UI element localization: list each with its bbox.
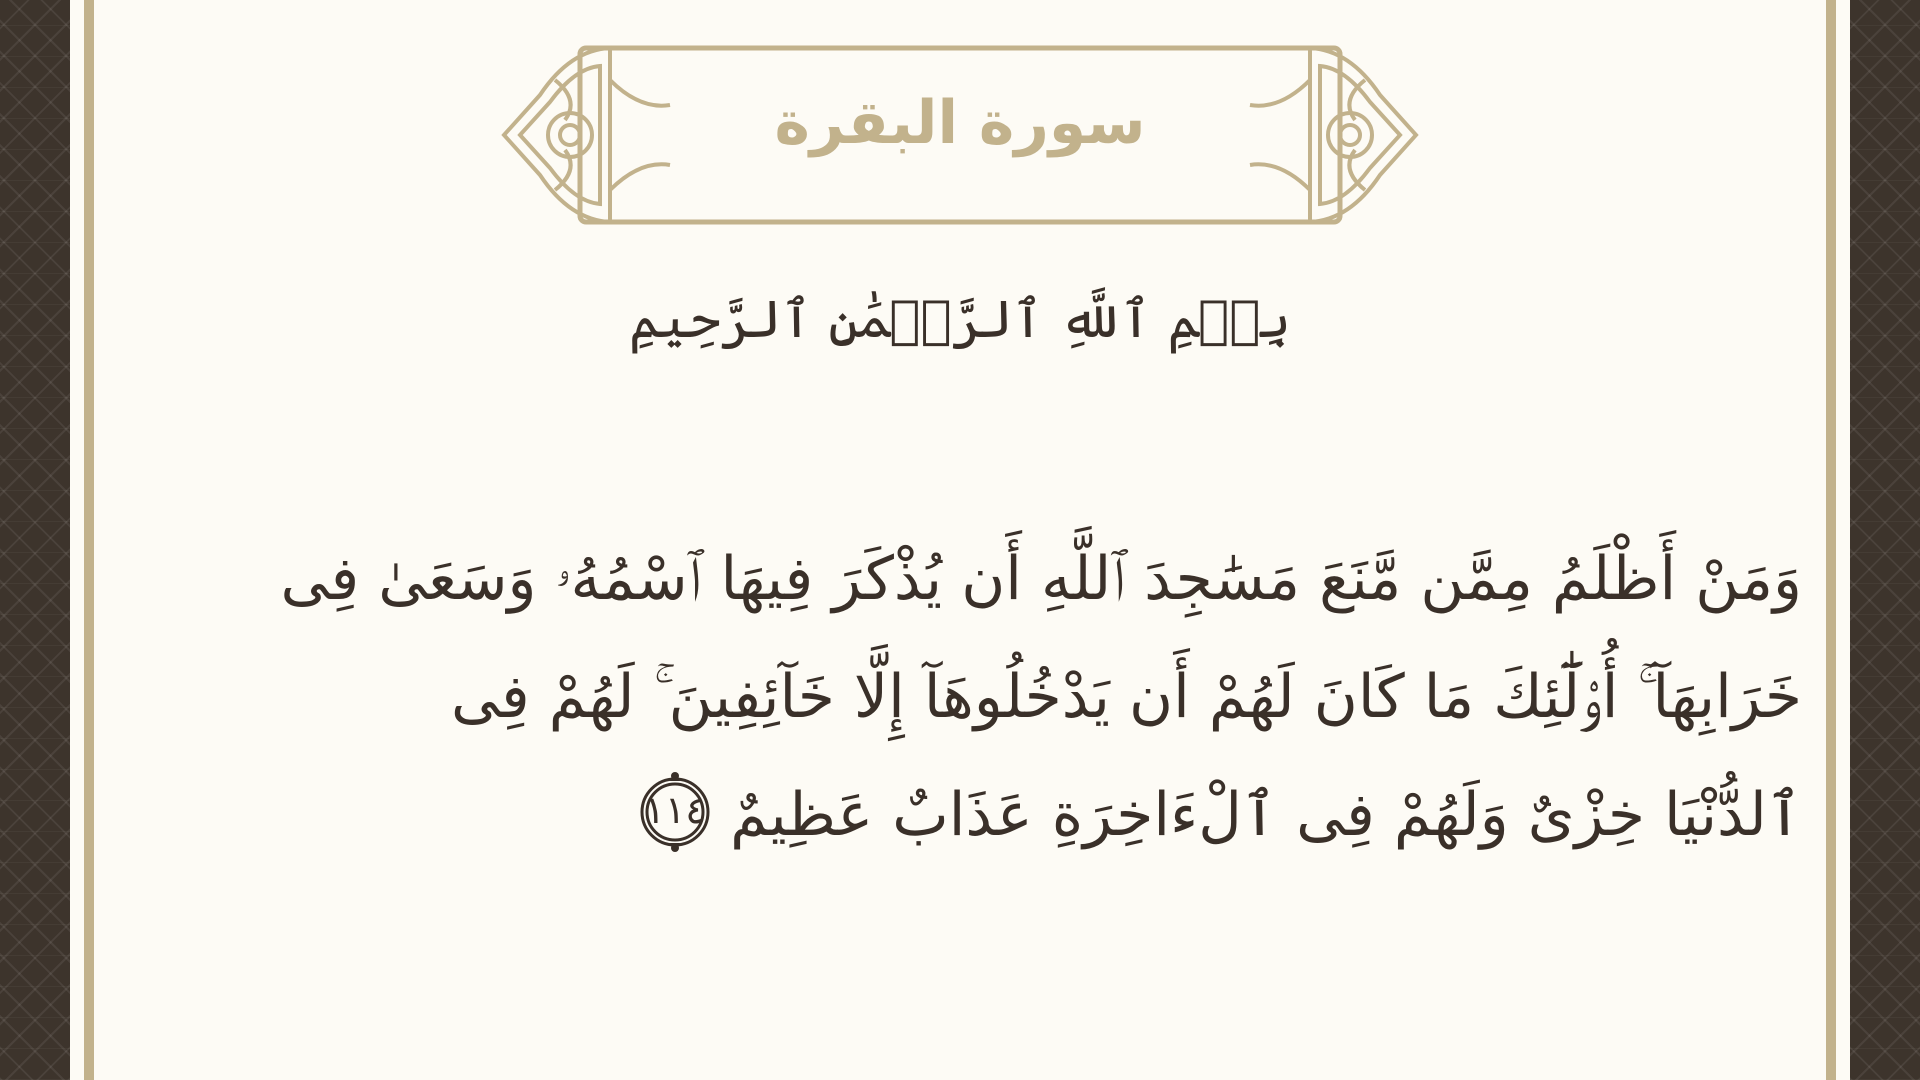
ayah-end-marker: [634, 771, 716, 853]
surah-title-cartouche: [500, 40, 1420, 230]
ayah-number: ١١٤: [644, 788, 706, 833]
left-ornamental-border: [0, 0, 70, 1080]
left-gold-rule: [84, 0, 94, 1080]
right-ornamental-border: [1850, 0, 1920, 1080]
verse-line-text: ٱلدُّنْيَا خِزْىٌ وَلَهُمْ فِى ٱلْءَاخِرَةِ عَذَابٌ عَظِيمٌ: [730, 780, 1802, 850]
verse-text: [280, 520, 1802, 874]
surah-title: سورة البقرة: [774, 88, 1146, 158]
verse-line-last: [290, 756, 1802, 874]
basmala: بِسۡمِ ٱللَّهِ ٱلرَّحۡمَٰنِ ٱلرَّحِيمِ: [629, 290, 1291, 350]
right-gold-rule: [1826, 0, 1836, 1080]
verse-line: خَرَابِهَآ ۚ أُو۟لَٰٓئِكَ مَا كَانَ لَهُمْ أَن يَدْخُلُوهَآ إِلَّا خَآئِفِينَ ۚ لَهُمْ فِى: [450, 662, 1802, 732]
verse-line: وَمَنْ أَظْلَمُ مِمَّن مَّنَعَ مَسَٰجِدَ ٱللَّهِ أَن يُذْكَرَ فِيهَا ٱسْمُهُۥ وَسَعَىٰ فِى: [280, 544, 1802, 614]
